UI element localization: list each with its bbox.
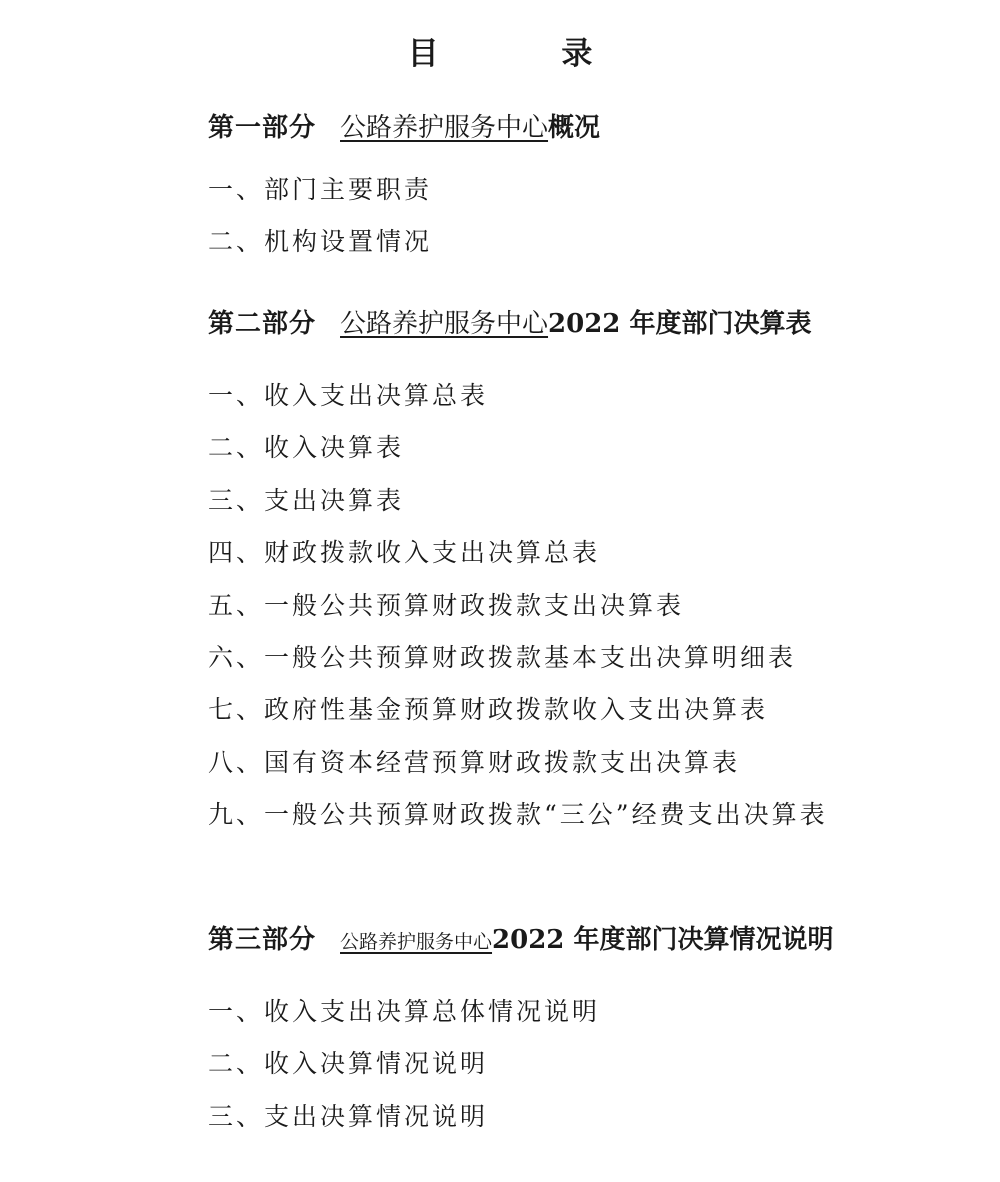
part3-suffix: 2022 年度部门决算情况说明 [492, 925, 834, 955]
part2-item-2: 二、收入决算表 [208, 433, 405, 462]
part2-item-4: 四、财政拨款收入支出决算总表 [208, 538, 601, 567]
part2-label: 第二部分 [208, 309, 317, 339]
part1-item-1: 一、部门主要职责 [208, 175, 433, 204]
part2-item-3: 三、支出决算表 [208, 486, 405, 515]
part2-item-7: 七、政府性基金预算财政拨款收入支出决算表 [208, 695, 769, 724]
page-title: 目 录 [407, 36, 649, 72]
part3-item-3: 三、支出决算情况说明 [208, 1102, 489, 1131]
part2-item-6: 六、一般公共预算财政拨款基本支出决算明细表 [208, 643, 797, 672]
part1-org: 公路养护服务中心 [340, 113, 549, 143]
part1-item-2: 二、机构设置情况 [208, 227, 433, 256]
part2-org: 公路养护服务中心 [340, 309, 549, 339]
part1-suffix: 概况 [548, 113, 601, 143]
part2-item-9: 九、一般公共预算财政拨款“三公”经费支出决算表 [208, 800, 828, 829]
part3-item-1: 一、收入支出决算总体情况说明 [208, 997, 601, 1026]
part2-item-8: 八、国有资本经营预算财政拨款支出决算表 [208, 748, 741, 777]
part2-item-5: 五、一般公共预算财政拨款支出决算表 [208, 591, 685, 620]
part3-heading [208, 922, 833, 960]
part1-label: 第一部分 [208, 113, 317, 143]
part2-suffix: 2022 年度部门决算表 [548, 309, 812, 339]
part3-org: 公路养护服务中心 [340, 931, 493, 953]
part2-heading [208, 306, 811, 342]
part1-heading [208, 110, 600, 146]
part2-item-1: 一、收入支出决算总表 [208, 381, 489, 410]
part3-label: 第三部分 [208, 925, 317, 955]
part3-item-2: 二、收入决算情况说明 [208, 1049, 489, 1078]
